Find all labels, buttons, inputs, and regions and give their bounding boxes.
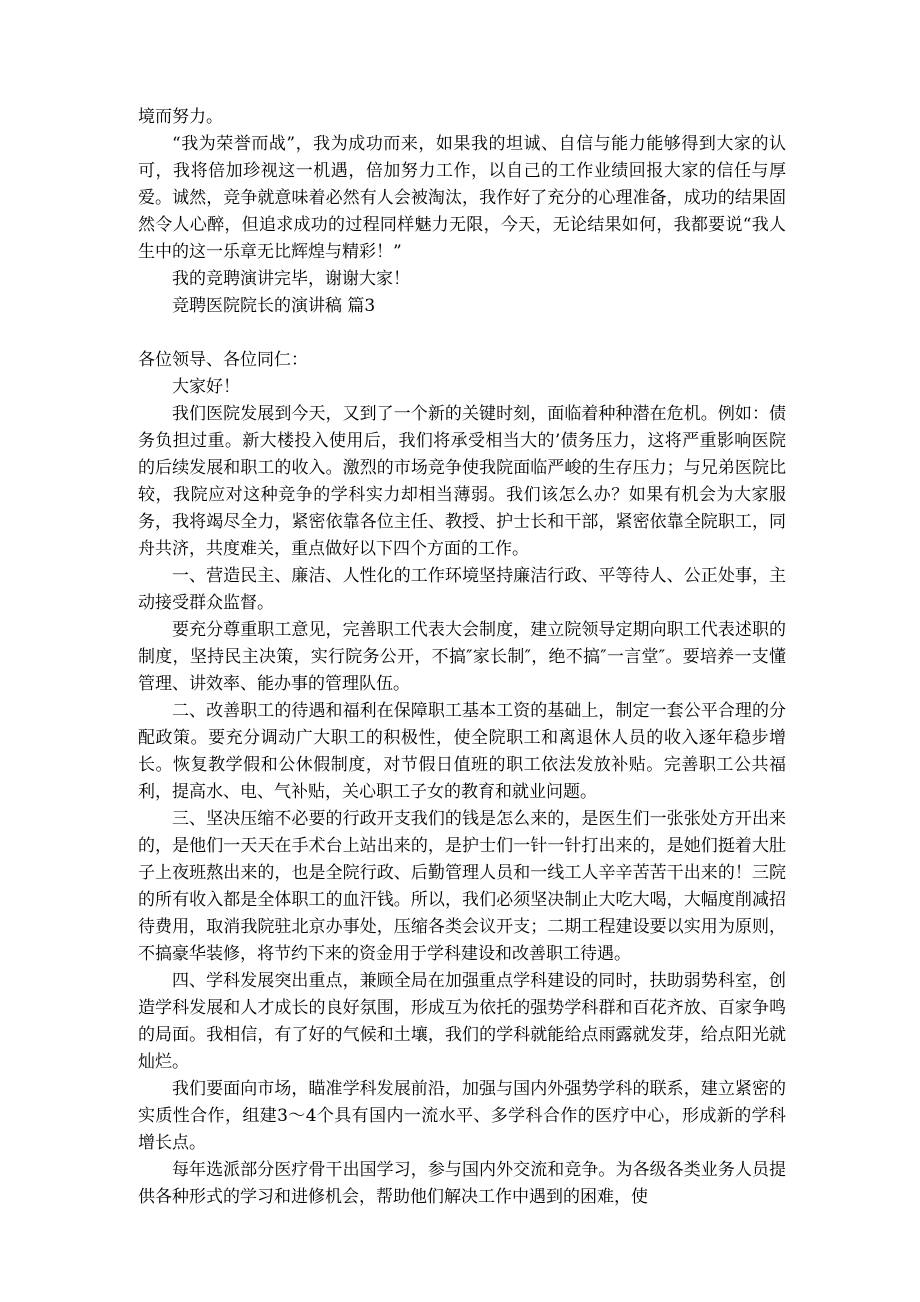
paragraph-closing: 我的竞聘演讲完毕，谢谢大家！: [172, 269, 410, 289]
document-page: [138, 104, 786, 1211]
paragraph-intro: 我们医院发展到今天，又到了一个新的关键时刻，面临着种种潜在危机。例如：债务负担过重。新大楼投入使用后，我们将承受相当大的’债务压力，这将严重影响医院的后续发展和职工的收入。激烈的市场竞争使我院面临严峻的生存压力；与兄弟医院比较，我院应对这种竞争的学科实力却相当薄弱。我们该怎么办？如果有机会为大家服务，我将竭尽全力，紧密依靠各位主任、教授、护士长和干部，紧密依靠全院职工，同舟共济，共度难关，重点做好以下四个方面的工作。: [138, 404, 786, 559]
paragraph-continuation: 境而努力。: [138, 107, 223, 127]
paragraph-point-one: 一、营造民主、廉洁、人性化的工作环境坚持廉洁行政、平等待人、公正处事，主动接受群众监督。: [138, 566, 786, 613]
paragraph-honor: “我为荣誉而战”，我为成功而来，如果我的坦诚、自信与能力能够得到大家的认可，我将倍加珍视这一机遇，倍加努力工作，以自己的工作业绩回报大家的信任与厚爱。诚然，竞争就意味着必然有人会被淘汰，我作好了充分的心理准备，成功的结果固然令人心醉，但追求成功的过程同样魅力无限，今天，无论结果如何，我都要说“我人生中的这一乐章无比辉煌与精彩！”: [138, 134, 786, 262]
paragraph-point-one-detail: 要充分尊重职工意见，完善职工代表大会制度，建立院领导定期向职工代表述职的制度，坚持民主决策，实行院务公开，不搞″家长制″，绝不搞″一言堂″。要培养一支懂管理、讲效率、能办事的管理队伍。: [138, 620, 786, 694]
paragraph-training: 每年选派部分医疗骨干出国学习，参与国内外交流和竞争。为各级各类业务人员提供各种形式的学习和进修机会，帮助他们解决工作中遇到的困难，使: [138, 1160, 786, 1207]
salutation: 各位领导、各位同仁：: [138, 350, 308, 370]
section-heading: 竞聘医院院长的演讲稿 篇3: [172, 296, 376, 316]
greeting: 大家好！: [172, 377, 240, 397]
paragraph-market: 我们要面向市场，瞄准学科发展前沿，加强与国内外强势学科的联系，建立紧密的实质性合作，组建3～4个具有国内一流水平、多学科合作的医疗中心，形成新的学科增长点。: [138, 1079, 786, 1153]
blank-line: [138, 320, 786, 347]
paragraph-point-two: 二、改善职工的待遇和福利在保障职工基本工资的基础上，制定一套公平合理的分配政策。要充分调动广大职工的积极性，使全院职工和离退休人员的收入逐年稳步增长。恢复教学假和公休假制度，对节假日值班的职工依法发放补贴。完善职工公共福利，提高水、电、气补贴，关心职工子女的教育和就业问题。: [138, 701, 786, 802]
paragraph-point-four: 四、学科发展突出重点，兼顾全局在加强重点学科建设的同时，扶助弱势科室，创造学科发展和人才成长的良好氛围，形成互为依托的强势学科群和百花齐放、百家争鸣的局面。我相信，有了好的气候和土壤，我们的学科就能给点雨露就发芽，给点阳光就灿烂。: [138, 971, 786, 1072]
paragraph-point-three: 三、坚决压缩不必要的行政开支我们的钱是怎么来的，是医生们一张张处方开出来的，是他们一天天在手术台上站出来的，是护士们一针一针打出来的，是她们挺着大肚子上夜班熬出来的，也是全院行政、后勤管理人员和一线工人辛辛苦苦干出来的！三院的所有收入都是全体职工的血汗钱。所以，我们必须坚决制止大吃大喝，大幅度削减招待费用，取消我院驻北京办事处，压缩各类会议开支；二期工程建设要以实用为原则，不搞豪华装修，将节约下来的资金用于学科建设和改善职工待遇。: [138, 809, 786, 964]
